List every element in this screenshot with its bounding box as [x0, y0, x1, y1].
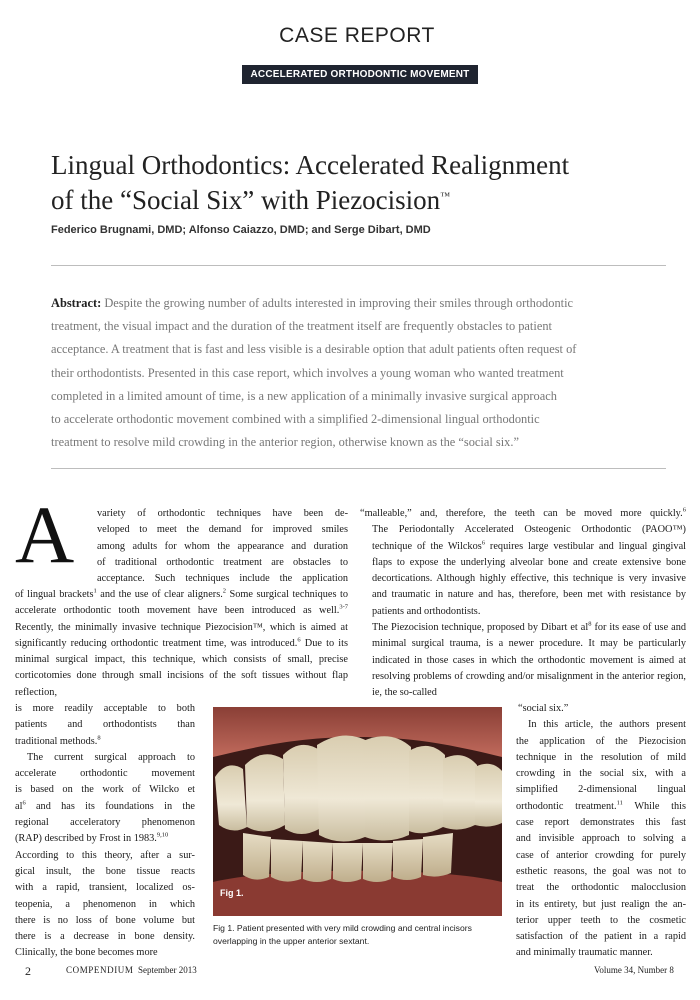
paragraph: The Piezocision technique, proposed by Dibart et al$^8$ for its ease of use and minimal surgical trauma, is a newer procedure. It may be particularly indicated in those cases in which the orthodontic movement is aimed at resolving problems of crowding and/or misalignment in the anterior region, ie, the so-called [372, 620, 686, 699]
text-line: gical insult, the bone tissue reacts [15, 865, 195, 877]
text-line: Clinically, the bone becomes more [15, 947, 158, 959]
citation-ref: 8 [588, 620, 592, 628]
citation-ref: 9,10 [156, 831, 169, 839]
text-line: veloped to meet the demand for improved smiles [97, 524, 348, 536]
title-line-1: Lingual Orthodontics: Accelerated Realignment [51, 150, 570, 180]
citation-ref: 6 [22, 799, 26, 807]
text-line: variety of orthodontic techniques have been de- [97, 508, 348, 519]
text-line: with a rapid, transient, localized os- [15, 882, 195, 894]
section-header: CASE REPORT [279, 24, 435, 47]
text-line: crowding in the social six, with a [516, 768, 686, 780]
text-line: “malleable,” and, therefore, the teeth can be moved more quickly.$^6$ [360, 506, 686, 519]
text-line: is based on the work of Wilcko et [15, 784, 195, 796]
text-line: case report demonstrates this fast [516, 817, 686, 829]
journal-name: COMPENDIUM [66, 965, 134, 975]
page-number: 2 [25, 964, 31, 978]
drop-cap: A [15, 489, 75, 580]
teeth-photo [213, 707, 502, 916]
text-line: (RAP) described by Frost in 1983.$^{9,10}$ [15, 831, 169, 845]
title-line-2 [51, 183, 691, 218]
text-line: esthetic reasons, the goal was not to [516, 865, 686, 877]
text-line: accelerate orthodontic movement [15, 768, 195, 780]
volume-number: Volume 34, Number 8 [594, 965, 674, 975]
abstract-line: Abstract: Despite the growing number of adults interested in improving their smiles through orthodontic [51, 296, 574, 310]
text-line: there is no loss of bone volume but [15, 914, 195, 926]
text-line: is more readily acceptable to both [15, 703, 195, 714]
abstract-line: to accelerate orthodontic movement combined with a simplified 2-dimensional lingual orthodontic [51, 412, 540, 427]
abstract-line: treatment to resolve mild crowding in the anterior region, otherwise known as the “social six.” [51, 435, 519, 450]
text-line: in its entirety, but just realign the an- [516, 898, 686, 910]
citation-ref: 6 [481, 539, 485, 547]
column-1-narrow [15, 701, 195, 962]
text-line: treat the orthodontic malocclusion [516, 882, 686, 894]
trademark-mark: ™ [440, 191, 450, 202]
text-line: al$^6$ and has its foundations in the [15, 799, 195, 812]
citation-ref: 6 [682, 506, 686, 514]
figure-label: Fig 1. [220, 888, 244, 898]
text-line: teopenia, a phenomenon in which [15, 898, 195, 910]
citation-ref: 8 [97, 734, 101, 742]
citation-ref: 6 [297, 636, 301, 644]
author-list: Federico Brugnami, DMD; Alfonso Caiazzo, DMD; and Serge Dibart, DMD [51, 224, 431, 236]
text-line: and minimally traumatic manner. [516, 947, 653, 959]
column-2-narrow [516, 701, 686, 962]
column-1-intro [97, 506, 348, 587]
text-line: of traditional orthodontic treatment are obstacles to [97, 556, 348, 568]
citation-ref: 2 [222, 587, 227, 595]
text-line: and invisible approach to solving a [516, 833, 686, 845]
article-title [51, 148, 691, 218]
subsection-label: ACCELERATED ORTHODONTIC MOVEMENT [242, 65, 478, 84]
text-line: there is a decrease in bone density. [15, 931, 195, 943]
text-line: traditional methods.$^8$ [15, 734, 101, 747]
text-line: The current surgical approach to [27, 751, 195, 763]
text-line: regional acceleratory phenomenon [15, 817, 195, 829]
abstract-line: their orthodontists. Presented in this case report, which involves a young woman who wanted treatment [51, 365, 564, 380]
text-line: technique in the resolution of mild [516, 751, 686, 763]
column-1-paragraph-1 [15, 587, 348, 701]
citation-ref: 3-7 [339, 603, 348, 611]
paragraph: The Periodontally Accelerated Osteogenic Orthodontic (PAOO™) technique of the Wilckos$^6$ requires large vestibular and lingual gingival flaps to expose the underlying alveolar bone and create extensive bone decortications. Although highly effective, this technique is very invasive and traumatic in nature and has, therefore, been met with resistance by patients and orthodontists. [372, 524, 686, 617]
text-line: patients and orthodontists than [15, 719, 195, 731]
text-line: case of anterior crowding for purely [516, 849, 686, 861]
citation-ref: 11 [616, 799, 623, 807]
text-line: simplified 2-dimensional lingual [516, 784, 686, 796]
text-line: acceptance. Such techniques include the application [97, 573, 348, 585]
abstract-line: treatment, the visual impact and the duration of the treatment itself are frequently obstacles to patient [51, 319, 552, 334]
text-line: In this article, the authors present [528, 719, 686, 731]
abstract-label: Abstract: [51, 296, 102, 310]
title-line-2-text: of the “Social Six” with Piezocision [51, 185, 441, 215]
issue-date: September 2013 [138, 965, 197, 975]
abstract-line: acceptance. A treatment that is fast and less visible is a desirable option that adult patients often request of [51, 342, 577, 357]
teeth-illustration [213, 707, 502, 916]
text-line: orthodontic treatment.$^{11}$ While this [516, 799, 686, 812]
citation-ref: 1 [93, 587, 97, 595]
text-line: the application of the Piezocision [516, 735, 686, 747]
paragraph: of lingual brackets$^1$ and the use of clear aligners.$^2$ Some surgical techniques to accelerate orthodontic tooth movement have been introduced as well.$^{3-7}$ Recently, the minimally invasive technique Piezocision™, which is aimed at significantly reducing orthodontic treatment time, was introduced.$^6$ Due to its minimal surgical impact, this technique, which consists of small, precise corticotomies done through small incisions of the soft tissues without flap reflection, [15, 587, 349, 698]
column-2-upper [360, 506, 686, 702]
divider-bottom [51, 468, 666, 469]
abstract [51, 292, 663, 454]
text-line: satisfaction of the patient in a rapid [516, 931, 686, 943]
text-line: among adults for whom the appearance and duration [97, 540, 348, 552]
text-line: “social six.” [518, 703, 569, 714]
text-line: According to this theory, after a sur- [15, 849, 195, 861]
abstract-line: completed in a limited amount of time, is a new application of a minimally invasive surgical approach [51, 388, 557, 403]
figure-caption: Fig 1. Patient presented with very mild crowding and central incisors overlapping in the upper anterior sextant. [213, 923, 472, 946]
divider-top [51, 265, 666, 266]
text-line: terior upper teeth to the cosmetic [516, 914, 686, 926]
